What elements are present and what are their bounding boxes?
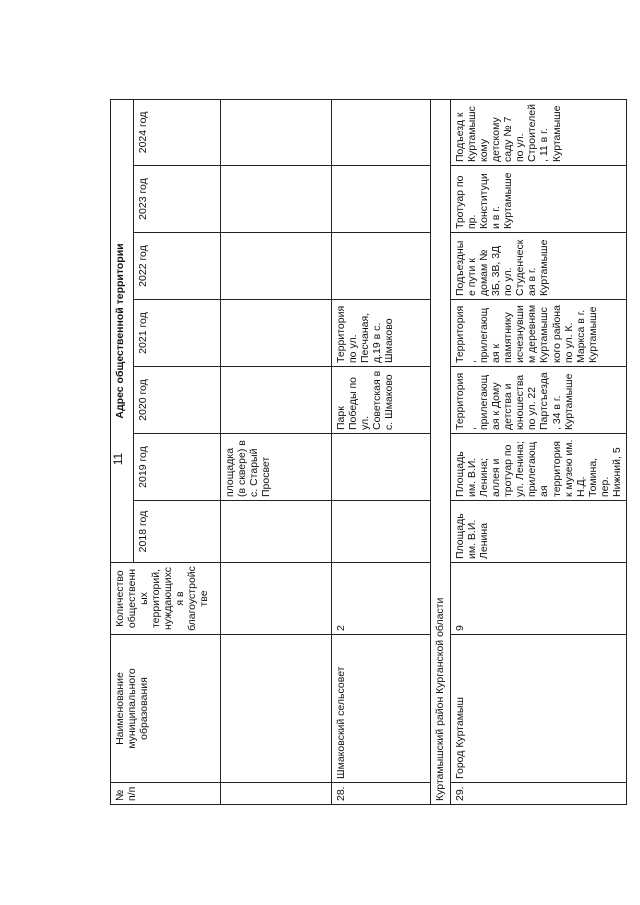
cell-29-2021: Территория, прилегающая к памятнику исчезнувшим деревням Куртамышского района по ул. К. Маркса в г. Куртамыше [451,300,627,367]
section-row [431,99,451,804]
cell-29-2018: Площадь им. В.И. Ленина [451,501,627,563]
cell-28-2020: Парк Победы по ул. Советская в с. Шмаково [332,367,431,434]
cell-continued-2019: площадка (в сквере) в с. Старый Просвет [221,434,332,501]
header-municipality: Наименование муниципального образования [111,635,221,783]
cell-28-num: 28. [332,783,431,805]
cell-29-name: Город Куртамыш [451,635,627,783]
header-year-2022: 2022 год [134,233,221,300]
cell-29-2024: Подъезд к Куртамышскому детскому саду № 7 по ул. Строителей, 11 в г. Куртамыше [451,99,627,165]
header-year-2023: 2023 год [134,166,221,233]
table-row-28 [332,99,431,804]
section-title: Куртамышский район Курганской области [431,99,451,804]
header-year-2024: 2024 год [134,99,221,165]
cell-28-name: Шмаковский сельсовет [332,635,431,783]
table-row-29 [451,99,627,804]
header-address-group: Адрес общественной территории [111,99,134,562]
header-year-2019: 2019 год [134,434,221,501]
cell-29-2019: Площадь им. В.И. Ленина; аллея и тротуар по ул. Ленина; прилегающая территория к музею им. Н.Д. Томина, пер. Нижний, 5 [451,434,627,501]
header-year-2018: 2018 год [134,501,221,563]
cell-28-2021: Территория по ул. Песчаная, д.19 в с. Шмаково [332,300,431,367]
cell-29-num: 29. [451,783,627,805]
header-count: Количество общественных территорий, нуждающихся в благоустройстве [111,563,221,635]
cell-29-2020: Территория, прилегающая к Дому детства и юношества по ул. 22 Партсъезда, 34 в г. Куртамыше [451,367,627,434]
cell-29-2022: Подъездные пути к домам № 3Б, 3В, 3Д по ул. Студенческая в г. Куртамыше [451,233,627,300]
header-row-1 [111,99,134,804]
cell-29-2023: Тротуар по пр. Конституции в г. Куртамыше [451,166,627,233]
territories-table [110,99,627,805]
page-number: 11 [111,452,126,466]
cell-29-count: 9 [451,563,627,635]
header-year-2020: 2020 год [134,367,221,434]
header-year-2021: 2021 год [134,300,221,367]
header-num: № п/п [111,783,221,805]
table-row-continued [221,99,332,804]
cell-28-count: 2 [332,563,431,635]
